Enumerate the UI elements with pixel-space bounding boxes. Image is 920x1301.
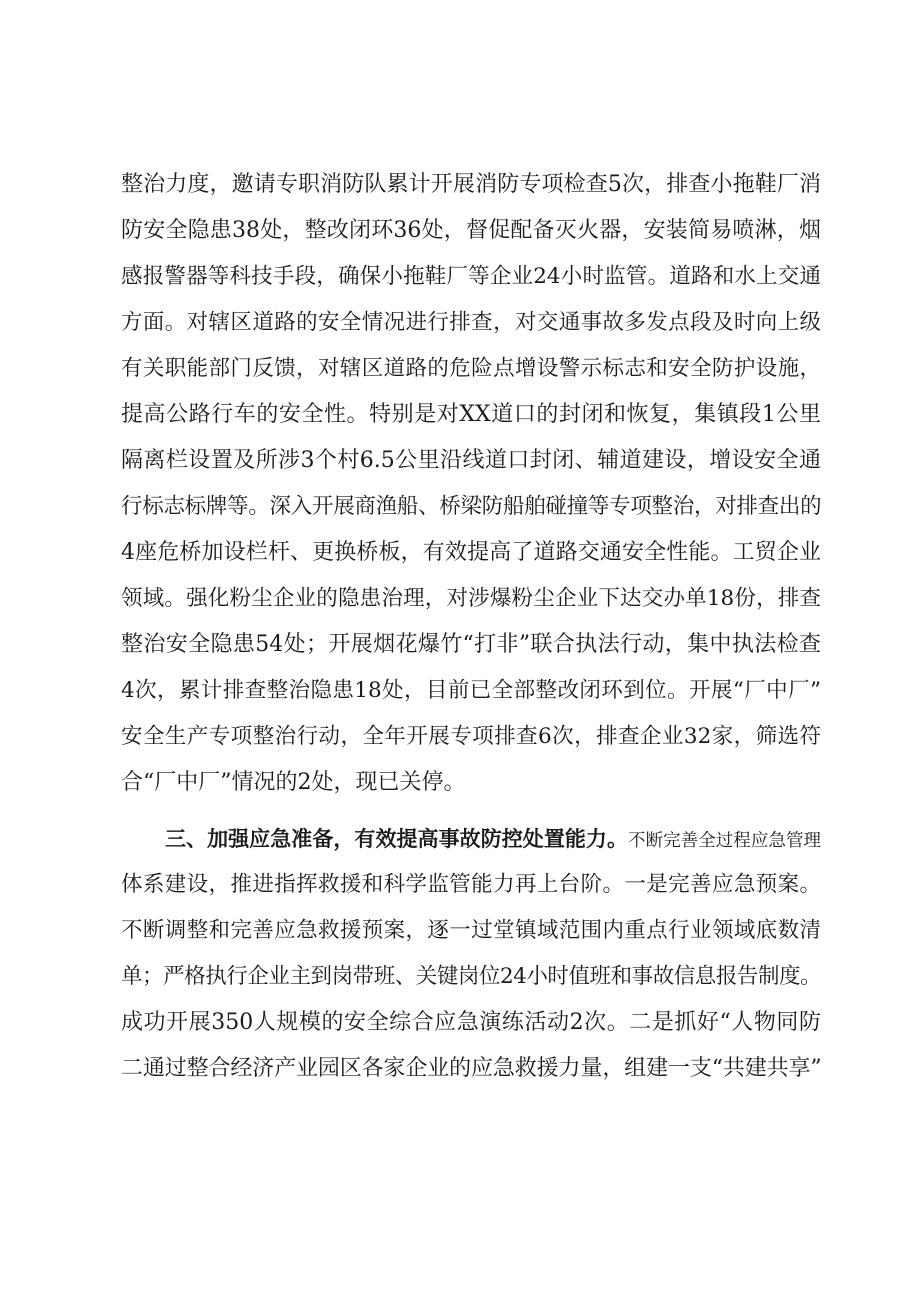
- section-line: 单；严格执行企业主到岗带班、关键岗位24小时值班和事故信息报告制度。: [121, 964, 821, 989]
- paragraph-line: 整治力度，邀请专职消防队累计开展消防专项检查5次，排查小拖鞋厂消: [121, 172, 821, 197]
- paragraph-line: 合“厂中厂”情况的2处，现已关停。: [121, 770, 466, 795]
- paragraph-line: 提高公路行车的安全性。特别是对XX道口的封闭和恢复，集镇段1公里: [121, 402, 821, 427]
- paragraph-line: 感报警器等科技手段，确保小拖鞋厂等企业24小时监管。道路和水上交通: [121, 264, 821, 289]
- paragraph-line: 防安全隐患38处，整改闭环36处，督促配备灭火器，安装简易喷淋，烟: [121, 218, 821, 243]
- paragraph-line: 方面。对辖区道路的安全情况进行排查，对交通事故多发点段及时向上级: [121, 310, 821, 335]
- section-line: 成功开展350人规模的安全综合应急演练活动2次。二是抓好“人物同防: [121, 1010, 821, 1035]
- paragraph-line: 4座危桥加设栏杆、更换桥板，有效提高了道路交通安全性能。工贸企业: [121, 540, 821, 565]
- section-line: 不断调整和完善应急救援预案，逐一过堂镇域范围内重点行业领域底数清: [121, 918, 821, 943]
- paragraph-line: 安全生产专项整治行动，全年开展专项排查6次，排查企业32家，筛选符: [121, 724, 821, 749]
- paragraph-line: 4次，累计排查整治隐患18处，目前已全部整改闭环到位。开展“厂中厂”: [121, 678, 821, 703]
- section-line: 二通过整合经济产业园区各家企业的应急救援力量，组建一支“共建共享”: [121, 1056, 821, 1081]
- paragraph-line: 行标志标牌等。深入开展商渔船、桥梁防船舶碰撞等专项整治，对排查出的: [121, 494, 821, 519]
- paragraph-line: 有关职能部门反馈，对辖区道路的危险点增设警示标志和安全防护设施，: [121, 356, 821, 381]
- paragraph-line: 隔离栏设置及所涉3个村6.5公里沿线道口封闭、辅道建设，增设安全通: [121, 448, 821, 473]
- section-heading: 三、加强应急准备，有效提高事故防控处置能力。: [165, 827, 629, 851]
- paragraph-line: 领域。强化粉尘企业的隐患治理，对涉爆粉尘企业下达交办单18份，排查: [121, 586, 821, 611]
- section-heading-line: [165, 816, 821, 862]
- section-line: 体系建设，推进指挥救援和科学监管能力再上台阶。一是完善应急预案。: [121, 872, 821, 897]
- paragraph-line: 整治安全隐患54处；开展烟花爆竹“打非”联合执法行动，集中执法检查: [121, 632, 821, 657]
- section-heading-rest: 不断完善全过程应急管理: [628, 831, 821, 851]
